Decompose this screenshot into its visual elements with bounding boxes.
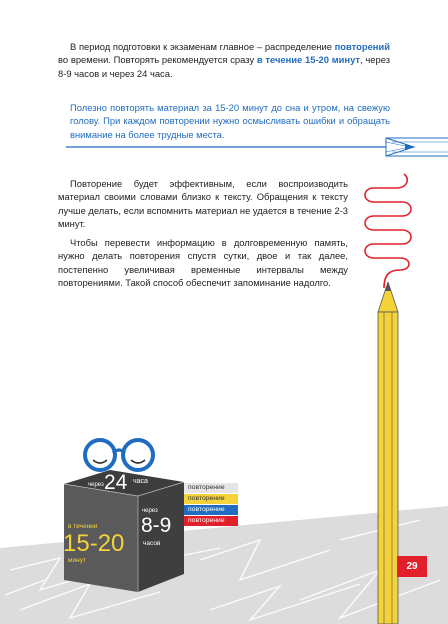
intro-highlight-minutes: в течение 15-20 минут bbox=[256, 54, 361, 66]
cube-left-label-prefix: в течении bbox=[68, 523, 98, 530]
cube-right-label-prefix: через bbox=[142, 508, 158, 514]
cube-top-label-number: 24 bbox=[104, 471, 128, 494]
tip-note: Полезно повторять материал за 15-20 минут до сна и утром, на свежую голову. При каждом повторении нужно осмысливать ошибки и обращать внимание на более трудные места. bbox=[70, 102, 390, 140]
cube-right-label-number: 8-9 bbox=[141, 514, 172, 537]
intro-paragraph bbox=[58, 40, 390, 80]
page-number: 29 bbox=[397, 556, 427, 577]
tag-repetition-yellow: повторение bbox=[184, 494, 238, 504]
pencil-line-illustration bbox=[0, 128, 448, 162]
tag-repetition-blue: повторение bbox=[184, 505, 238, 515]
intro-text-2: во времени. Повторять рекомендуется сразу bbox=[58, 54, 257, 66]
cube-top-label-prefix: через bbox=[88, 482, 104, 488]
cube-top-label-suffix: часа bbox=[133, 478, 148, 485]
tag-repetition-gray: повторение bbox=[184, 483, 238, 493]
cube-left-label-number: 15-20 bbox=[63, 530, 125, 557]
long-term-memory-paragraph: Чтобы перевести информацию в долговременную память, нужно делать повторения спустя сутки, двое и так далее, постепенно увеличивая временные интервалы между повторениями. Такой способ обеспечит запоминание надолго. bbox=[58, 237, 348, 289]
squiggle-string-illustration bbox=[360, 170, 420, 290]
intro-text-1: В период подготовки к экзаменам главное – распределение bbox=[70, 41, 335, 52]
cube-left-label-suffix: минут bbox=[68, 557, 86, 564]
intro-highlight-repetitions: повторений bbox=[334, 41, 390, 52]
effective-repetition-paragraph: Повторение будет эффективным, если воспроизводить материал своими словами близко к тексту. Обращения к тексту лучше делать, если вспомнить материал не удается в течение 2-3 минут. bbox=[58, 178, 348, 230]
tag-repetition-red: повторение bbox=[184, 516, 238, 526]
intro-text-3: , через 8-9 часов и через 24 часа. bbox=[58, 54, 390, 79]
cube-right-label-suffix: часов bbox=[143, 540, 161, 547]
